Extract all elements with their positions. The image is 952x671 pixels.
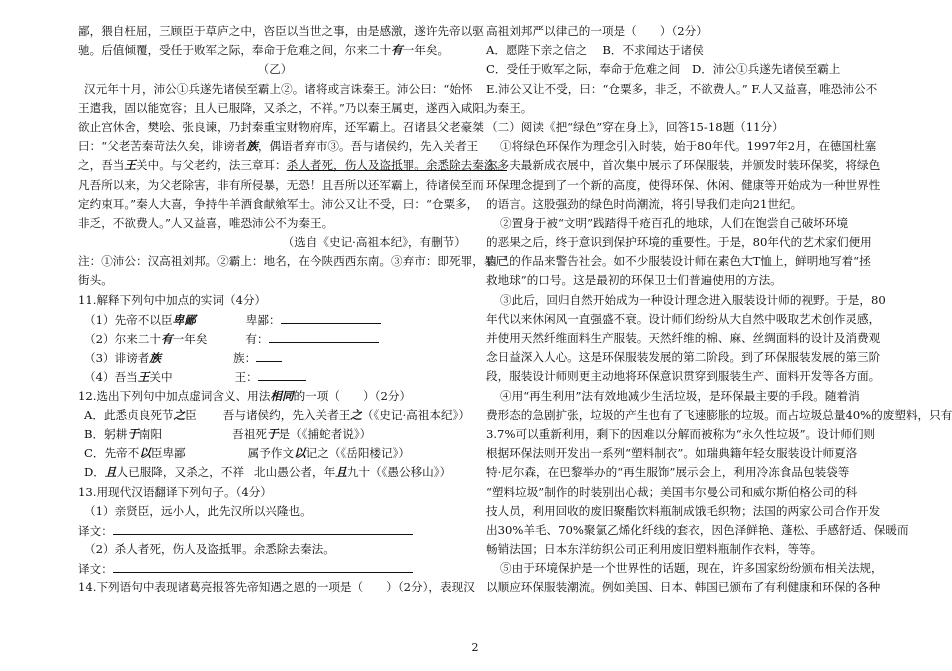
question-13-stem: 13.用现代汉语翻译下列句子。（4分） [78, 484, 272, 499]
question-14-stem-cont: 高祖刘邦严以律己的一项是（ ）（2分） [486, 24, 708, 38]
paragraph-1-line: 的语言。这股强劲的绿色时尚潮流，将引导我们走向21世纪。 [486, 196, 803, 211]
translation-line-2: 译文： [78, 559, 472, 578]
paragraph-5-line: ⑤由于环境保护是一个世界性的话题，现在，许多国家纷纷颁布相关法规， [500, 561, 883, 576]
right-column [486, 22, 952, 598]
section-2-heading: （二）阅读《把“绿色”穿在身上》，回答15-18题（11分） [486, 119, 784, 134]
answer-blank[interactable] [258, 367, 306, 381]
paragraph-3-line: 念日益深入人心。这是环保服装发展的第二阶段。到了环保服装发展的第三阶 [486, 350, 881, 365]
paragraph-4-line: ④用“再生利用”法有效地减少生活垃圾，是环保最主要的手段。随着消 [500, 388, 860, 403]
paragraph-3-line: 年代以来休闲风一直强盛不衰。设计师们纷纷从大自然中吸取艺术创作灵感， [486, 311, 881, 326]
question-14-options-cd: C．受任于败军之际，奉命于危难之间 D．沛公①兵遂先诸侯至霸上 [486, 62, 841, 77]
passage-yi-line: 之，吾当王关中。与父老约，法三章耳：杀人者死，伤人及盗抵罪。余悉除去秦法。 [78, 158, 508, 173]
question-12-option-d: D．且人已服降，又杀之，不祥 北山愚公者，年且九十（《愚公移山》） [84, 465, 452, 480]
paragraph-1-line: 尔多夫最新成衣展中，首次集中展示了环保服装，并颁发时装环保奖，将绿色 [486, 158, 881, 173]
question-14-options-ef: E.沛公又让不受，曰：“仓粟多，非乏，不欲费人。” F.人又益喜，唯恐沛公不 [486, 81, 878, 96]
passage-yi-line: 非乏，不欲费人。”人又益喜，唯恐沛公不为秦王。 [78, 215, 334, 230]
paragraph-4-line: “塑料垃圾”制作的时装别出心裁；美国韦尔曼公司和威尔斯伯格公司的科 [486, 484, 858, 499]
footnote-line: 街头。 [78, 273, 113, 288]
question-11-item-2: （2）尔来二十有一年矣 有： [78, 329, 472, 348]
question-11-item-4: （4）吾当王关中 王： [78, 367, 472, 386]
paragraph-2-line: 救地球”的口号。这是最初的环保卫士们普遍使用的方法。 [486, 273, 782, 288]
passage-yi-line: 曰：“父老苦秦苛法久矣，诽谤者族，偶语者弃市③。吾与诸侯约，先入关者王 [78, 139, 479, 154]
page-number: 2 [471, 641, 479, 654]
question-14-stem: 14.下列语句中表现诸葛亮报答先帝知遇之恩的一项是（ ）（2分），表现汉 [78, 580, 475, 595]
passage-yi-line: 王遣我，固以能宽容；且人已服降，又杀之，不祥。”乃以秦王属吏，遂西入咸阳。 [78, 100, 496, 115]
paragraph-3-line: 段，服装设计师则更主动地将环保意识贯穿到服装生产、面料开发等各方面。 [486, 369, 881, 384]
question-13-item-1: （1）亲贤臣，远小人，此先汉所以兴隆也。 [84, 503, 312, 518]
answer-blank[interactable] [281, 310, 381, 324]
left-column [78, 22, 508, 598]
paragraph-1-line: ①将绿色环保作为理念引入时装，始于80年代。1997年2月，在德国杜塞 [500, 139, 877, 154]
paragraph-5-line: 以顺应环保服装潮流。例如美国、日本、韩国已颁布了有利健康和环保的各种 [486, 580, 881, 595]
paragraph-4-line: 出30%羊毛、70%聚氯乙烯化纤线的套衣，因色泽鲜艳、蓬松、手感舒适、保暖而 [486, 522, 909, 537]
passage-yi-line: 凡吾所以来，为父老除害，非有所侵暴，无恐！且吾所以还军霸上，待诸侯至而 [78, 177, 484, 192]
passage-source: （选自《史记·高祖本纪》，有删节） [282, 235, 466, 250]
paragraph-4-line: 畅销法国；日本东洋纺织公司正利用废旧塑料瓶制作衣料，等等。 [486, 542, 823, 557]
answer-blank[interactable] [256, 348, 282, 362]
question-12-option-c: C．先帝不以臣卑鄙 属予作文以记之（《岳阳楼记》） [84, 446, 410, 461]
paragraph-4-line: 特·尼尔森，在巴黎举办的“再生服饰”展示会上，利用冷冻食品包装袋等 [486, 465, 850, 480]
footnote-line: 注：①沛公：汉高祖刘邦。②霸上：地名，在今陕西西东南。③弃市：即死罪，暴尸 [78, 254, 507, 269]
question-14-options-ef-cont: 为秦王。 [486, 100, 533, 115]
paragraph-4-line: 技人员，利用回收的废旧聚酯饮料瓶制成饿毛织物；法国的两家公司合作开发 [486, 503, 881, 518]
paragraph-3-line: ③此后，回归自然开始成为一种设计理念进入服装设计师的视野。于是，80 [500, 292, 886, 307]
question-13-item-2: （2）杀人者死，伤人及盗抵罪。余悉除去秦法。 [84, 542, 335, 557]
passage-jia-line: 驰。后值倾覆，受任于败军之际，奉命于危难之间，尔来二十有一年矣。 [78, 43, 450, 58]
passage-yi-label: （乙） [257, 62, 293, 77]
answer-blank[interactable] [269, 329, 379, 343]
question-12-option-a: A．此悉贞良死节之臣 吾与诸侯约，先入关者王之（《史记·高祖本纪》） [84, 407, 470, 422]
paragraph-4-line: 费形态的急剧扩张，垃圾的产生也有了飞速膨胀的垃圾。而占垃圾总量40%的废塑料，只有 [486, 407, 952, 422]
question-11-stem: 11.解释下列句中加点的实词（4分） [78, 292, 267, 307]
passage-jia-line: 鄙，猥自枉屈，三顾臣于草庐之中，咨臣以当世之事，由是感激，遂许先帝以驱 [78, 24, 484, 38]
paragraph-2-line: 自己的作品来警告社会。如不少服装设计师在素色大T恤上，鲜明地写着“拯 [486, 254, 871, 269]
translation-blank[interactable] [113, 559, 413, 573]
translation-blank[interactable] [113, 521, 413, 535]
translation-line-1: 译文： [78, 521, 472, 540]
question-11-item-3: （3）诽谤者族 族： [78, 348, 472, 367]
paragraph-2-line: ②置身于被“文明”践踏得千疮百孔的地球，人们在饱尝自己破坏环境 [500, 215, 849, 230]
paragraph-2-line: 的恶果之后，终于意识到保护环境的重要性。于是，80年代的艺术家们便用 [486, 235, 872, 250]
passage-yi-line: 欲止宫休舍，樊哙、张良谏，乃封秦重宝财物府库，还军霸上。召诸县父老豪桀 [78, 119, 484, 134]
question-14-options-ab: A．愿陛下亲之信之 B．不求闻达于诸侯 [486, 43, 704, 58]
paragraph-4-line: 3.7%可以重新利用，剩下的因难以分解而被称为“永久性垃圾”。设计师们则 [486, 426, 876, 441]
passage-yi-line: 汉元年十月，沛公①兵遂先诸侯至霸上②。诸将或言诛秦王。沛公曰：“始怀 [84, 81, 473, 96]
paragraph-1-line: 环保理念提到了一个新的高度，使得环保、休闲、健康等开始成为一种世界性 [486, 177, 881, 192]
paragraph-3-line: 并使用天然纤维面料生产服装。天然纤维的棉、麻、丝绸面料的设计及消费观 [486, 331, 881, 345]
question-11-item-1: （1）先帝不以臣卑鄙 卑鄙： [78, 310, 472, 329]
paragraph-4-line: 根据环保法则开发出一系列“塑料制衣”。如瑞典籍年轻女服装设计师夏洛 [486, 446, 858, 461]
question-12-option-b: B．躬耕于南阳 吾祖死于是（《捕蛇者说》） [84, 426, 372, 441]
question-12-stem: 12.选出下列句中加点虚词含义、用法相同的一项（ ）（2分） [78, 388, 412, 403]
passage-yi-line: 定约束耳。”秦人大喜，争持牛羊酒食献飨军士。沛公又让不受，曰：“仓粟多， [78, 196, 479, 211]
